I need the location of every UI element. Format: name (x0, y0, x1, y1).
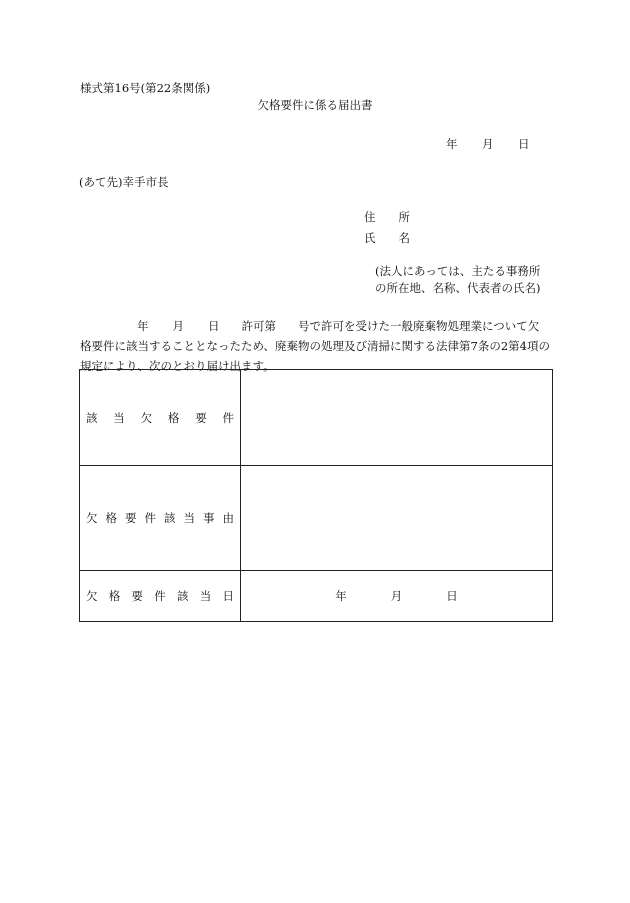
applicable-date-label (80, 571, 241, 622)
addressee: (あて先)幸手市長 (79, 175, 169, 189)
label-char: 要 (125, 511, 137, 525)
label-char: 件 (222, 410, 234, 425)
corporation-note-line2: の所在地、名称、代表者の氏名) (375, 281, 541, 295)
applicable-date-field[interactable] (241, 571, 553, 622)
address-label: 住 所 (364, 210, 410, 224)
row2-label (80, 510, 240, 526)
name-label: 氏 名 (364, 231, 410, 245)
date-day: 日 (518, 137, 530, 151)
table-row (80, 571, 553, 622)
label-char: 件 (154, 589, 166, 603)
label-char: 欠 (86, 589, 98, 603)
label-char: 事 (203, 511, 215, 525)
label-char: 該 (86, 410, 98, 425)
reason-field[interactable] (241, 466, 553, 571)
body-line-2: 格要件に該当することとなったため、廃棄物の処理及び清掃に関する法律第7条の2第4項の (80, 339, 550, 353)
corporation-note-line1: (法人にあっては、主たる事務所 (375, 264, 541, 278)
body-permit-label: 許可第 (241, 319, 276, 333)
label-char: 該 (177, 589, 189, 603)
label-char: 格 (105, 511, 117, 525)
date-month: 月 (482, 137, 494, 151)
label-char: 要 (131, 589, 143, 603)
row3-label (80, 588, 240, 604)
body-line-1 (80, 316, 560, 336)
label-char: 該 (164, 511, 176, 525)
body-year: 年 (137, 319, 149, 333)
label-char: 当 (113, 410, 125, 425)
label-char: 欠 (86, 511, 98, 525)
body-line-1-rest: 号で許可を受けた一般廃棄物処理業について欠 (298, 319, 540, 333)
label-char: 件 (144, 511, 156, 525)
label-char: 格 (108, 589, 121, 603)
body-line-3: 規定により、次のとおり届け出ます。 (80, 359, 275, 373)
table-row (80, 466, 553, 571)
label-char: 欠 (140, 410, 153, 425)
body-month: 月 (172, 319, 184, 333)
label-char: 由 (222, 511, 234, 525)
date-year: 年 (446, 137, 458, 151)
body-day: 日 (208, 319, 220, 333)
label-char: 要 (195, 410, 207, 425)
row1-label (80, 410, 240, 426)
label-char: 格 (167, 410, 180, 425)
applicable-requirement-label (80, 370, 241, 466)
label-char: 当 (183, 511, 195, 525)
cell-month: 月 (390, 589, 403, 603)
form-number: 様式第16号(第22条関係) (80, 81, 211, 95)
disqualification-table (79, 369, 553, 622)
cell-day: 日 (446, 589, 458, 603)
document-title: 欠格要件に係る届出書 (257, 98, 373, 112)
cell-year: 年 (335, 589, 347, 603)
label-char: 当 (199, 589, 212, 603)
reason-label (80, 466, 241, 571)
label-char: 日 (222, 589, 234, 603)
applicable-requirement-field[interactable] (241, 370, 553, 466)
date-cell (241, 588, 552, 604)
table-row (80, 370, 553, 466)
notification-body (80, 316, 560, 376)
